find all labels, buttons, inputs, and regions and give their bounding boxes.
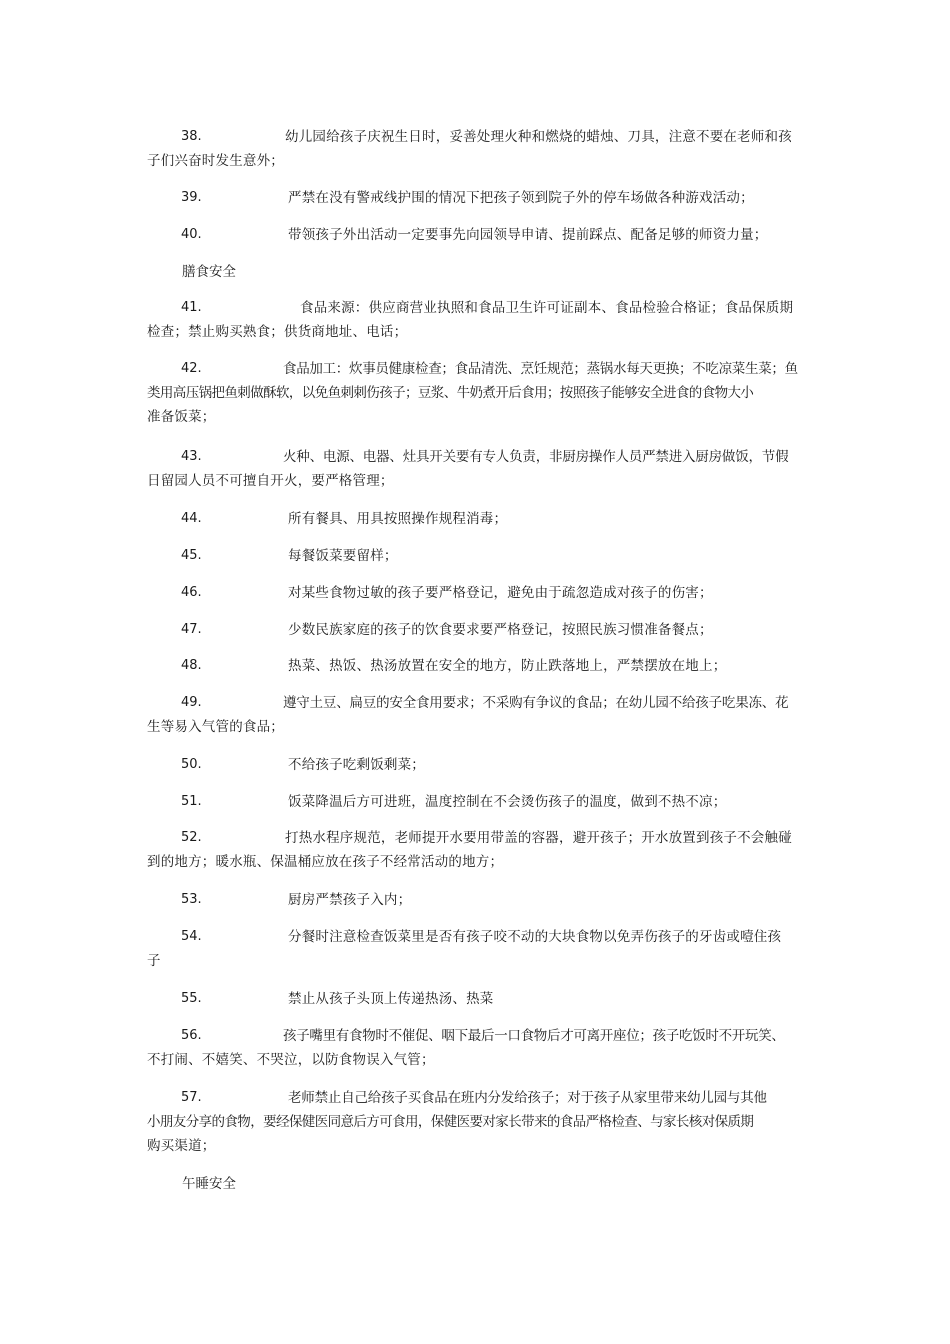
item-text-line: 分餐时注意检查饭菜里是否有孩子咬不动的大块食物以免弄伤孩子的牙齿或噎住孩 [288, 929, 782, 945]
item-number: 47. [181, 622, 202, 637]
item-number: 51. [181, 794, 202, 809]
list-item-50 [147, 753, 812, 777]
item-text-line: 食品加工：炊事员健康检查；食品清洗、烹饪规范；蒸锅水每天更换；不吃凉菜生菜；鱼 [283, 361, 798, 377]
item-text-line: 准备饭菜； [147, 409, 216, 425]
item-number: 50. [181, 757, 202, 772]
item-text-line: 类用高压锅把鱼刺做酥软，以免鱼刺刺伤孩子；豆浆、牛奶煮开后食用；按照孩子能够安全进食的食物大小 [147, 385, 754, 401]
list-item-40 [147, 223, 812, 247]
item-text-line: 热菜、热饭、热汤放置在安全的地方，防止跌落地上，严禁摆放在地上； [288, 658, 727, 674]
item-text-line: 所有餐具、用具按照操作规程消毒； [288, 511, 508, 527]
item-text-line: 子们兴奋时发生意外； [147, 153, 284, 169]
item-text-line: 对某些食物过敏的孩子要严格登记，避免由于疏忽造成对孩子的伤害； [288, 585, 713, 601]
item-text-line: 厨房严禁孩子入内； [288, 892, 412, 908]
list-item-55 [147, 987, 812, 1011]
list-item-54 [147, 925, 812, 973]
item-number: 48. [181, 658, 202, 673]
list-item-47 [147, 618, 812, 642]
item-number: 44. [181, 511, 202, 526]
item-text-line: 饭菜降温后方可进班，温度控制在不会烫伤孩子的温度，做到不热不凉； [288, 794, 727, 810]
list-item-41 [147, 296, 812, 344]
item-number: 57. [181, 1090, 202, 1105]
item-text-line: 火种、电源、电器、灶具开关要有专人负责，非厨房操作人员严禁进入厨房做饭，节假 [283, 449, 789, 465]
item-text-line: 打热水程序规范，老师提开水要用带盖的容器，避开孩子；开水放置到孩子不会触碰 [285, 830, 792, 846]
item-number: 41. [181, 300, 202, 315]
list-item-56 [147, 1024, 812, 1072]
item-text-line: 少数民族家庭的孩子的饮食要求要严格登记，按照民族习惯准备餐点； [288, 622, 713, 638]
list-item-52 [147, 826, 812, 874]
list-item-43 [147, 445, 812, 493]
item-text-line: 禁止从孩子头顶上传递热汤、热菜 [288, 991, 494, 1007]
list-item-48 [147, 654, 812, 678]
item-text-line: 幼儿园给孩子庆祝生日时，妥善处理火种和燃烧的蜡烛、刀具，注意不要在老师和孩 [285, 129, 792, 145]
item-number: 40. [181, 227, 202, 242]
item-text-line: 生等易入气管的食品； [147, 719, 284, 735]
item-text-line: 小朋友分享的食物，要经保健医同意后方可食用，保健医要对家长带来的食品严格检查、与家长核对保质期 [147, 1114, 754, 1130]
item-text-line: 带领孩子外出活动一定要事先向园领导申请、提前踩点、配备足够的师资力量； [288, 227, 768, 243]
item-text-line: 孩子嘴里有食物时不催促、咽下最后一口食物后才可离开座位；孩子吃饭时不开玩笑、 [283, 1028, 785, 1044]
item-text-line: 子 [147, 953, 161, 969]
item-text-line: 检查；禁止购买熟食；供货商地址、电话； [147, 324, 408, 340]
item-number: 46. [181, 585, 202, 600]
list-item-42 [147, 357, 812, 429]
item-text-line: 日留园人员不可擅自开火，要严格管理； [147, 473, 394, 489]
item-number: 38. [181, 129, 202, 144]
item-text-line: 不给孩子吃剩饭剩菜； [288, 757, 425, 773]
list-item-49 [147, 691, 812, 739]
item-number: 56. [181, 1028, 202, 1043]
item-text-line: 不打闹、不嬉笑、不哭泣，以防食物误入气管； [147, 1052, 435, 1068]
item-text-line: 老师禁止自己给孩子买食品在班内分发给孩子；对于孩子从家里带来幼儿园与其他 [288, 1090, 767, 1106]
item-number: 53. [181, 892, 202, 907]
item-text-line: 购买渠道； [147, 1138, 216, 1154]
item-number: 39. [181, 190, 202, 205]
list-item-38 [147, 125, 812, 173]
section-heading-nap-safety: 午睡安全 [182, 1176, 236, 1192]
item-number: 52. [181, 830, 202, 845]
item-number: 54. [181, 929, 202, 944]
list-item-45 [147, 544, 812, 568]
item-number: 45. [181, 548, 202, 563]
section-heading-food-safety: 膳食安全 [182, 264, 236, 280]
list-item-44 [147, 507, 812, 531]
item-number: 55. [181, 991, 202, 1006]
item-text-line: 严禁在没有警戒线护围的情况下把孩子领到院子外的停车场做各种游戏活动； [288, 190, 754, 206]
list-item-57 [147, 1086, 812, 1158]
item-text-line: 到的地方；暖水瓶、保温桶应放在孩子不经常活动的地方； [147, 854, 504, 870]
list-item-46 [147, 581, 812, 605]
item-text-line: 食品来源：供应商营业执照和食品卫生许可证副本、食品检验合格证；食品保质期 [300, 300, 794, 316]
item-text-line: 遵守土豆、扁豆的安全食用要求；不采购有争议的食品；在幼儿园不给孩子吃果冻、花 [283, 695, 789, 711]
item-number: 43. [181, 449, 202, 464]
item-number: 42. [181, 361, 202, 376]
item-number: 49. [181, 695, 202, 710]
list-item-39 [147, 186, 812, 210]
list-item-51 [147, 790, 812, 814]
list-item-53 [147, 888, 812, 912]
item-text-line: 每餐饭菜要留样； [288, 548, 398, 564]
